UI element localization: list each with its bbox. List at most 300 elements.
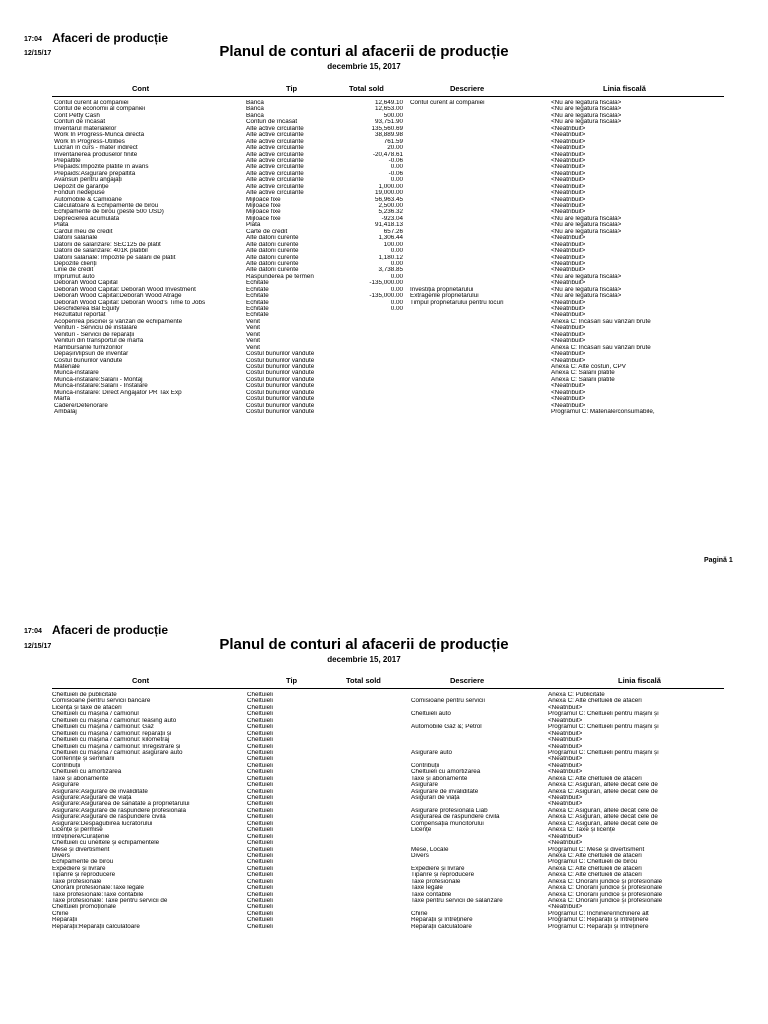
- account-type-cell: Cheltuieli: [247, 833, 273, 840]
- account-type-cell: Cheltuieli: [247, 801, 273, 808]
- tax-line-cell: <Neatribuit>: [551, 170, 586, 177]
- account-type-cell: Bancă: [246, 112, 264, 119]
- account-type-cell: Costul bunurilor vândute: [246, 402, 315, 409]
- tax-line-cell: <Neatribuit>: [551, 357, 586, 364]
- account-type-cell: Cheltuieli: [247, 807, 273, 814]
- account-name-cell: Asigurare:Asigurare de viață: [52, 795, 132, 801]
- account-type-cell: Cheltuieli: [247, 788, 273, 795]
- tax-line-cell: <Nu are legătură fiscală>: [551, 228, 622, 235]
- account-name-cell: Datorii de salarizare: 401K plătibil: [54, 248, 148, 255]
- account-type-cell: Cheltuieli: [247, 717, 273, 724]
- description-cell: Contribuții: [411, 762, 440, 769]
- account-type-cell: Alte active circulante: [246, 190, 304, 197]
- column-header-total-sold: Total sold: [349, 84, 384, 93]
- account-type-cell: Mijloace fixe: [246, 196, 281, 203]
- account-name-cell: Prepaids:Asigurare prepăltită: [54, 170, 136, 177]
- tax-line-cell: <Neatribuit>: [551, 190, 586, 197]
- account-name-cell: Cheltuieli cu amortizarea: [52, 769, 122, 776]
- accounts-table-page-1: [0, 100, 768, 415]
- account-type-cell: Alte active circulante: [246, 164, 304, 171]
- account-name-cell: Echipamente de birou: [52, 859, 114, 866]
- account-type-cell: Cheltuieli: [247, 756, 273, 763]
- account-name-cell: Conturi de încasat: [54, 119, 106, 126]
- tax-line-cell: <Neatribuit>: [551, 312, 586, 319]
- company-name: Afaceri de producție: [52, 31, 169, 45]
- description-cell: Taxe și abonamente: [411, 775, 468, 782]
- account-name-cell: Asigurare:Asigurarea de sănătate a proprietarului: [52, 801, 190, 808]
- account-type-cell: Mijloace fixe: [246, 203, 281, 209]
- description-cell: Automobile Gaz &; Petrol: [411, 724, 482, 731]
- account-type-cell: Cheltuieli: [247, 859, 273, 866]
- account-type-cell: Venit: [246, 338, 261, 345]
- tax-line-cell: <Neatribuit>: [551, 402, 586, 409]
- tax-line-cell: <Neatribuit>: [551, 248, 586, 255]
- tax-line-cell: Anexa C: Încasări sau vânzări brute: [551, 344, 651, 351]
- account-type-cell: Cheltuieli: [247, 885, 273, 892]
- tax-line-cell: <Nu are legătură fiscală>: [551, 106, 622, 113]
- report-subtitle: decembrie 15, 2017: [327, 655, 401, 664]
- description-cell: Taxe legale: [411, 885, 443, 892]
- tax-line-cell: Anexa C: Asigurări, altele decât cele de: [548, 820, 658, 827]
- total-balance-cell: 20.00: [387, 145, 403, 152]
- account-name-cell: Asigurare:Despăgubirea lucrătorului: [52, 820, 153, 827]
- total-balance-cell: 761.59: [383, 138, 403, 145]
- account-name-cell: Costul bunurilor vândute: [54, 357, 123, 364]
- account-name-cell: Depozite clienți: [54, 260, 97, 267]
- account-type-cell: Răspunderea pe termen: [246, 273, 314, 280]
- account-type-cell: Cheltuieli: [247, 865, 273, 872]
- tax-line-cell: Programul C: Reparații și întreținere: [548, 923, 649, 930]
- account-name-cell: Asigurare:Asigurare de răspundere civilă: [52, 814, 166, 821]
- account-name-cell: Cheltuieli cu mașina / camionul: [52, 711, 139, 718]
- report-date: 12/15/17: [24, 50, 52, 57]
- account-type-cell: Costul bunurilor vândute: [246, 409, 315, 415]
- account-type-cell: Cheltuieli: [247, 898, 273, 904]
- account-name-cell: Împrumut auto: [54, 273, 95, 280]
- tax-line-cell: <Neatribuit>: [551, 396, 586, 403]
- tax-line-cell: <Nu are legătură fiscală>: [551, 215, 622, 222]
- account-name-cell: Deborah Wood Capital: [54, 280, 118, 287]
- description-cell: Contul curent al companiei: [410, 100, 485, 106]
- total-balance-cell: 93,751.90: [374, 119, 403, 126]
- total-balance-cell: 12,653.00: [374, 106, 403, 113]
- tax-line-cell: Anexa C: Asigurări, altele decât cele de: [548, 807, 658, 814]
- account-name-cell: Asigurare: [52, 782, 79, 789]
- account-type-cell: Cheltuieli: [247, 782, 273, 789]
- column-header-tip: Tip: [286, 84, 298, 93]
- account-type-cell: Venit: [246, 344, 261, 351]
- account-name-cell: Materiale: [54, 363, 80, 370]
- total-balance-cell: -0.06: [388, 157, 403, 164]
- account-type-cell: Costul bunurilor vândute: [246, 383, 315, 390]
- account-name-cell: Cheltuieli cu mașina / camionul: înregistrare și: [52, 743, 181, 750]
- account-name-cell: Comisioane pentru servicii bancare: [52, 698, 151, 705]
- tax-line-cell: <Neatribuit>: [551, 338, 586, 345]
- tax-line-cell: Anexa C: Taxe și licențe: [548, 827, 616, 834]
- account-name-cell: Mese și divertisment: [52, 846, 110, 853]
- account-name-cell: Work In Progress-Utilities: [54, 138, 125, 145]
- account-type-cell: Cheltuieli: [247, 878, 273, 885]
- report-subtitle: decembrie 15, 2017: [327, 62, 401, 71]
- description-cell: Mese, Locale: [411, 846, 449, 853]
- account-type-cell: Cheltuieli: [247, 711, 273, 718]
- account-type-cell: Echitate: [246, 299, 269, 306]
- tax-line-cell: <Neatribuit>: [551, 183, 586, 190]
- account-type-cell: Alte active circulante: [246, 125, 304, 132]
- total-balance-cell: 0.00: [390, 260, 403, 267]
- account-name-cell: Rezultatul reportat: [54, 312, 106, 319]
- total-balance-cell: -0.06: [388, 170, 403, 177]
- account-type-cell: Carte de credit: [246, 228, 288, 235]
- report-time: 17:04: [24, 36, 42, 43]
- account-name-cell: Fonduri nedepuse: [54, 190, 105, 197]
- tax-line-cell: <Neatribuit>: [551, 267, 586, 274]
- tax-line-cell: <Neatribuit>: [551, 299, 586, 306]
- description-cell: Asigurare profesională Liab: [411, 807, 488, 814]
- tax-line-cell: Programul C: Cheltuieli pentru mașini și: [548, 711, 659, 718]
- accounts-table-page-2: [0, 692, 768, 930]
- account-type-cell: Alte active circulante: [246, 177, 304, 184]
- description-cell: Asigurarea de răspundere civilă: [411, 814, 500, 821]
- account-type-cell: Cheltuieli: [247, 704, 273, 711]
- account-name-cell: Cheltuieli cu mașina / camionul: asigurare auto: [52, 749, 183, 756]
- tax-line-cell: <Neatribuit>: [551, 157, 586, 164]
- account-type-cell: Bancă: [246, 100, 264, 106]
- description-cell: Investiția proprietarului: [410, 286, 474, 293]
- account-name-cell: Inventarul materialelor: [54, 125, 117, 132]
- tax-line-cell: Anexa C: Alte cheltuieli de afaceri: [548, 865, 642, 872]
- description-cell: Taxe profesionale: [411, 878, 461, 885]
- account-name-cell: Muncă-instalare:Salarii - Montaj: [54, 376, 143, 383]
- total-balance-cell: 0.00: [390, 248, 403, 255]
- tax-line-cell: <Neatribuit>: [548, 717, 583, 724]
- account-name-cell: Onorarii profesionale:Taxe legale: [52, 885, 145, 892]
- description-cell: Extragerile proprietarului: [410, 293, 479, 300]
- total-balance-cell: -135,000.00: [369, 280, 403, 287]
- tax-line-cell: <Neatribuit>: [551, 331, 586, 338]
- tax-line-cell: <Neatribuit>: [548, 737, 583, 744]
- tax-line-cell: <Neatribuit>: [551, 325, 586, 332]
- tax-line-cell: Anexa C: Alte costuri, CPV: [551, 363, 626, 370]
- table-row: [0, 409, 768, 415]
- column-header-linia-fiscala: Linia fiscală: [603, 84, 646, 93]
- total-balance-cell: -20,478.61: [372, 151, 403, 158]
- report-time: 17:04: [24, 628, 42, 635]
- tax-line-cell: <Neatribuit>: [551, 177, 586, 184]
- account-name-cell: Deborah Wood Capital:Deborah Wood Atrage: [54, 293, 182, 300]
- account-name-cell: Prepăltite: [54, 157, 81, 164]
- account-type-cell: Alte active circulante: [246, 138, 304, 145]
- tax-line-cell: Anexa C: Alte cheltuieli de afaceri: [548, 698, 642, 705]
- account-name-cell: Cont Petty Cash: [54, 112, 100, 119]
- tax-line-cell: <Neatribuit>: [551, 138, 586, 145]
- account-type-cell: Cheltuieli: [247, 730, 273, 737]
- tax-line-cell: <Neatribuit>: [548, 840, 583, 847]
- total-balance-cell: -923.04: [381, 215, 403, 222]
- description-cell: Cheltuieli auto: [411, 711, 451, 718]
- total-balance-cell: 657.26: [383, 228, 403, 235]
- tax-line-cell: Anexa C: Asigurări, altele decât cele de: [548, 782, 658, 789]
- account-name-cell: Echipamente de birou (peste 500 USD): [54, 209, 164, 216]
- account-type-cell: Venit: [246, 318, 261, 325]
- account-name-cell: Contribuții: [52, 762, 81, 769]
- total-balance-cell: 0.00: [390, 286, 403, 293]
- account-type-cell: Cheltuieli: [247, 923, 273, 930]
- tax-line-cell: Anexa C: Încasări sau vânzări brute: [551, 318, 651, 325]
- total-balance-cell: 1,000.00: [378, 183, 403, 190]
- account-name-cell: Venituri - Serviciu de instalare: [54, 325, 138, 332]
- account-type-cell: Cheltuieli: [247, 749, 273, 756]
- tax-line-cell: Programul C: Cheltuieli pentru mașini și: [548, 724, 659, 731]
- tax-line-cell: <Neatribuit>: [548, 762, 583, 769]
- account-name-cell: Venituri - Servicii de reparații: [54, 331, 135, 338]
- description-cell: Licențe: [411, 827, 432, 834]
- account-name-cell: Linie de credit: [54, 267, 94, 274]
- account-name-cell: Contul de economii al companiei: [54, 106, 146, 113]
- account-name-cell: Licență și taxe de afaceri: [52, 704, 122, 711]
- account-type-cell: Cheltuieli: [247, 724, 273, 731]
- account-name-cell: Cheltuieli cu mașina / camionul: kilometraj: [52, 737, 170, 744]
- account-name-cell: Contul curent al companiei: [54, 100, 129, 106]
- tax-line-cell: <Nu are legătură fiscală>: [551, 112, 622, 119]
- account-name-cell: Cădere/Deteriorare: [54, 402, 108, 409]
- account-name-cell: Conferințe și seminarii: [52, 756, 115, 763]
- account-name-cell: Cheltuieli cu mașina / camionul: leasing auto: [52, 717, 177, 724]
- tax-line-cell: Anexa C: Publicitate: [548, 692, 605, 698]
- tax-line-cell: <Neatribuit>: [548, 769, 583, 776]
- account-name-cell: Acoperirea piscinei și vânzări de echipamente: [54, 318, 183, 325]
- tax-line-cell: <Neatribuit>: [551, 351, 586, 358]
- description-cell: Tipărire și reproducere: [411, 872, 475, 879]
- account-name-cell: Întreținere/Curățenie: [52, 833, 110, 840]
- description-cell: Asigurări de viață: [411, 795, 460, 801]
- tax-line-cell: <Neatribuit>: [548, 801, 583, 808]
- account-name-cell: Venituri din transportul de marfă: [54, 338, 144, 345]
- account-type-cell: Echitate: [246, 306, 269, 312]
- account-name-cell: Reparații:Reparații calculatoare: [52, 923, 140, 930]
- tax-line-cell: <Nu are legătură fiscală>: [551, 286, 622, 293]
- account-type-cell: Mijloace fixe: [246, 209, 281, 216]
- tax-line-cell: <Nu are legătură fiscală>: [551, 100, 622, 106]
- report-page-2: [0, 618, 768, 1024]
- tax-line-cell: <Neatribuit>: [548, 795, 583, 801]
- column-headers: [52, 84, 724, 97]
- account-type-cell: Cheltuieli: [247, 795, 273, 801]
- tax-line-cell: Anexa C: Asigurări, altele decât cele de: [548, 814, 658, 821]
- tax-line-cell: <Neatribuit>: [548, 833, 583, 840]
- tax-line-cell: Anexa C: Alte cheltuieli de afaceri: [548, 872, 642, 879]
- account-name-cell: Datorii salariale: Impozite pe salarii de plătit: [54, 254, 176, 261]
- account-type-cell: Alte active circulante: [246, 132, 304, 139]
- account-type-cell: Cheltuieli: [247, 846, 273, 853]
- tax-line-cell: Programul C: Închiriere/închiriere alt: [548, 910, 649, 917]
- account-type-cell: Cheltuieli: [247, 917, 273, 924]
- total-balance-cell: 500.00: [383, 112, 403, 119]
- account-type-cell: Cheltuieli: [247, 692, 273, 698]
- account-type-cell: Costul bunurilor vândute: [246, 357, 315, 364]
- tax-line-cell: Programul C: Materiale/consumabile,: [551, 409, 655, 415]
- tax-line-cell: <Neatribuit>: [551, 145, 586, 152]
- account-type-cell: Costul bunurilor vândute: [246, 376, 315, 383]
- total-balance-cell: 0.00: [390, 164, 403, 171]
- account-type-cell: Venit: [246, 325, 261, 332]
- account-type-cell: Costul bunurilor vândute: [246, 351, 315, 358]
- column-header-total-sold: Total sold: [346, 676, 381, 685]
- total-balance-cell: 135,560.69: [371, 125, 403, 132]
- account-type-cell: Alte active circulante: [246, 157, 304, 164]
- tax-line-cell: Anexa C: Alte cheltuieli de afaceri: [548, 775, 642, 782]
- description-cell: Chirie: [411, 910, 428, 917]
- description-cell: Asigurare: [411, 782, 438, 789]
- page-number: Pagină 1: [704, 557, 733, 564]
- account-name-cell: Muncă-instalare: Direct Angajator PR Tax Exp: [54, 389, 182, 396]
- tax-line-cell: Programul C: Cheltuieli de birou: [548, 859, 638, 866]
- account-type-cell: Alte datorii curente: [246, 267, 299, 274]
- column-header-linia-fiscala: Linia fiscală: [618, 676, 661, 685]
- tax-line-cell: Programul C: Reparații și întreținere: [548, 917, 649, 924]
- total-balance-cell: 19,000.00: [374, 190, 403, 197]
- account-type-cell: Bancă: [246, 106, 264, 113]
- account-name-cell: Deborah Wood Capital: Deborah Wood's Time to Jobs: [54, 299, 206, 306]
- account-name-cell: Licențe și permise: [52, 827, 103, 834]
- tax-line-cell: <Nu are legătură fiscală>: [551, 222, 622, 229]
- column-header-tip: Tip: [286, 676, 298, 685]
- account-type-cell: Echitate: [246, 312, 269, 319]
- account-type-cell: Cheltuieli: [247, 814, 273, 821]
- account-type-cell: Costul bunurilor vândute: [246, 363, 315, 370]
- column-header-cont: Cont: [132, 676, 150, 685]
- account-type-cell: Mijloace fixe: [246, 215, 281, 222]
- account-type-cell: Echitate: [246, 293, 269, 300]
- account-type-cell: Echitate: [246, 286, 269, 293]
- account-type-cell: Alte active circulante: [246, 170, 304, 177]
- account-name-cell: Ambalaj: [54, 409, 77, 415]
- account-type-cell: Cheltuieli: [247, 698, 273, 705]
- account-name-cell: Prepaids:Impozite plătite în avans: [54, 164, 149, 171]
- account-name-cell: Avansuri pentru angajați: [54, 177, 122, 184]
- account-name-cell: Expediere și livrare: [52, 865, 106, 872]
- account-name-cell: Asigurare:Asigurare de răspundere profesională: [52, 807, 187, 814]
- report-title: Planul de conturi al afacerii de producție: [219, 636, 509, 653]
- account-name-cell: Cheltuieli cu mașina / camionul: Gaz: [52, 724, 154, 731]
- tax-line-cell: <Neatribuit>: [551, 132, 586, 139]
- account-type-cell: Alte active circulante: [246, 183, 304, 190]
- tax-line-cell: Anexa C: Onorarii juridice și profesionale: [548, 885, 663, 892]
- account-name-cell: Cheltuieli cu mașina / camionul: reparații și: [52, 730, 172, 737]
- description-cell: Expediere și livrare: [411, 865, 465, 872]
- tax-line-cell: <Neatribuit>: [551, 125, 586, 132]
- tax-line-cell: <Neatribuit>: [551, 235, 586, 242]
- tax-line-cell: Anexa C: Onorarii juridice și profesionale: [548, 891, 663, 898]
- account-name-cell: Plată: [54, 222, 69, 229]
- tax-line-cell: <Neatribuit>: [551, 280, 586, 287]
- description-cell: Reparații și întreținere: [411, 917, 473, 924]
- column-headers: [52, 676, 724, 689]
- account-name-cell: Cheltuieli cu uneltele și echipamentele: [52, 840, 160, 847]
- tax-line-cell: Anexa C: Onorarii juridice și profesionale: [548, 898, 663, 904]
- tax-line-cell: Anexa C: Asigurări, altele decât cele de: [548, 788, 658, 795]
- tax-line-cell: <Neatribuit>: [551, 241, 586, 248]
- account-type-cell: Cheltuieli: [247, 775, 273, 782]
- account-type-cell: Cheltuieli: [247, 743, 273, 750]
- tax-line-cell: <Neatribuit>: [551, 260, 586, 267]
- total-balance-cell: 1,306.44: [378, 235, 403, 242]
- account-name-cell: Muncă-instalare:Salarii - Instalare: [54, 383, 148, 390]
- account-type-cell: Cheltuieli: [247, 769, 273, 776]
- account-type-cell: Alte datorii curente: [246, 248, 299, 255]
- account-type-cell: Cheltuieli: [247, 904, 273, 911]
- account-type-cell: Cheltuieli: [247, 852, 273, 859]
- report-date: 12/15/17: [24, 643, 52, 650]
- account-name-cell: Divers: [52, 852, 70, 859]
- account-type-cell: Alte active circulante: [246, 145, 304, 152]
- tax-line-cell: Programul C: Mese și divertisment: [548, 846, 645, 853]
- company-name: Afaceri de producție: [52, 623, 169, 637]
- account-name-cell: Deschiderea Bal Equity: [54, 306, 120, 312]
- account-type-cell: Echitate: [246, 280, 269, 287]
- account-name-cell: Muncă-instalare: [54, 370, 99, 377]
- tax-line-cell: <Nu are legătură fiscală>: [551, 293, 622, 300]
- tax-line-cell: Anexa C: Alte cheltuieli de afaceri: [548, 852, 642, 859]
- account-name-cell: Datorii salariale: [54, 235, 98, 242]
- account-name-cell: Asigurare:Asigurare de invaliditate: [52, 788, 148, 795]
- account-name-cell: Marfă: [54, 396, 71, 403]
- report-title: Planul de conturi al afacerii de producție: [219, 43, 509, 60]
- total-balance-cell: 12,649.10: [374, 100, 403, 106]
- column-header-descriere: Descriere: [450, 84, 485, 93]
- account-type-cell: Cheltuieli: [247, 737, 273, 744]
- description-cell: Reparații calculatoare: [411, 923, 472, 930]
- total-balance-cell: 91,418.13: [374, 222, 403, 229]
- tax-line-cell: <Neatribuit>: [551, 151, 586, 158]
- description-cell: Comisioane pentru servicii: [411, 698, 485, 705]
- total-balance-cell: 100.00: [383, 241, 403, 248]
- description-cell: Taxe contabile: [411, 891, 452, 898]
- account-name-cell: Depozit de garanție: [54, 183, 109, 190]
- tax-line-cell: Anexa C: Salarii plătite: [551, 370, 615, 377]
- tax-line-cell: <Neatribuit>: [551, 203, 586, 209]
- tax-line-cell: <Neatribuit>: [551, 196, 586, 203]
- description-cell: Divers: [411, 852, 429, 859]
- account-name-cell: Work In Progress-Muncă directă: [54, 132, 145, 139]
- tax-line-cell: <Neatribuit>: [551, 254, 586, 261]
- description-cell: Taxe pentru servicii de salarizare: [411, 898, 503, 904]
- account-name-cell: Chirie: [52, 910, 69, 917]
- account-name-cell: Taxe și abonamente: [52, 775, 109, 782]
- tax-line-cell: <Neatribuit>: [548, 904, 583, 911]
- total-balance-cell: -135,000.00: [369, 293, 403, 300]
- total-balance-cell: 1,180.12: [378, 254, 403, 261]
- tax-line-cell: <Neatribuit>: [548, 756, 583, 763]
- tax-line-cell: <Neatribuit>: [548, 743, 583, 750]
- account-type-cell: Costul bunurilor vândute: [246, 396, 315, 403]
- account-name-cell: Cardul meu de credit: [54, 228, 113, 235]
- account-name-cell: Rambursările furnizorilor: [54, 344, 123, 351]
- account-name-cell: Depășiri/lipsuri de inventar: [54, 351, 129, 358]
- account-type-cell: Alte datorii curente: [246, 254, 299, 261]
- account-type-cell: Conturi de încasat: [246, 119, 298, 126]
- account-name-cell: Automobile & Camioane: [54, 196, 122, 203]
- account-name-cell: Deborah Wood Capital: Deborah Wood Investment: [54, 286, 196, 293]
- tax-line-cell: <Neatribuit>: [551, 383, 586, 390]
- total-balance-cell: 0.00: [390, 306, 403, 312]
- total-balance-cell: 56,963.45: [374, 196, 403, 203]
- tax-line-cell: <Neatribuit>: [551, 209, 586, 216]
- account-name-cell: Lucrări în curs - mater indirect: [54, 145, 138, 152]
- account-name-cell: Deprecierea acumulată: [54, 215, 120, 222]
- account-type-cell: Cheltuieli: [247, 872, 273, 879]
- total-balance-cell: 5,236.32: [378, 209, 403, 216]
